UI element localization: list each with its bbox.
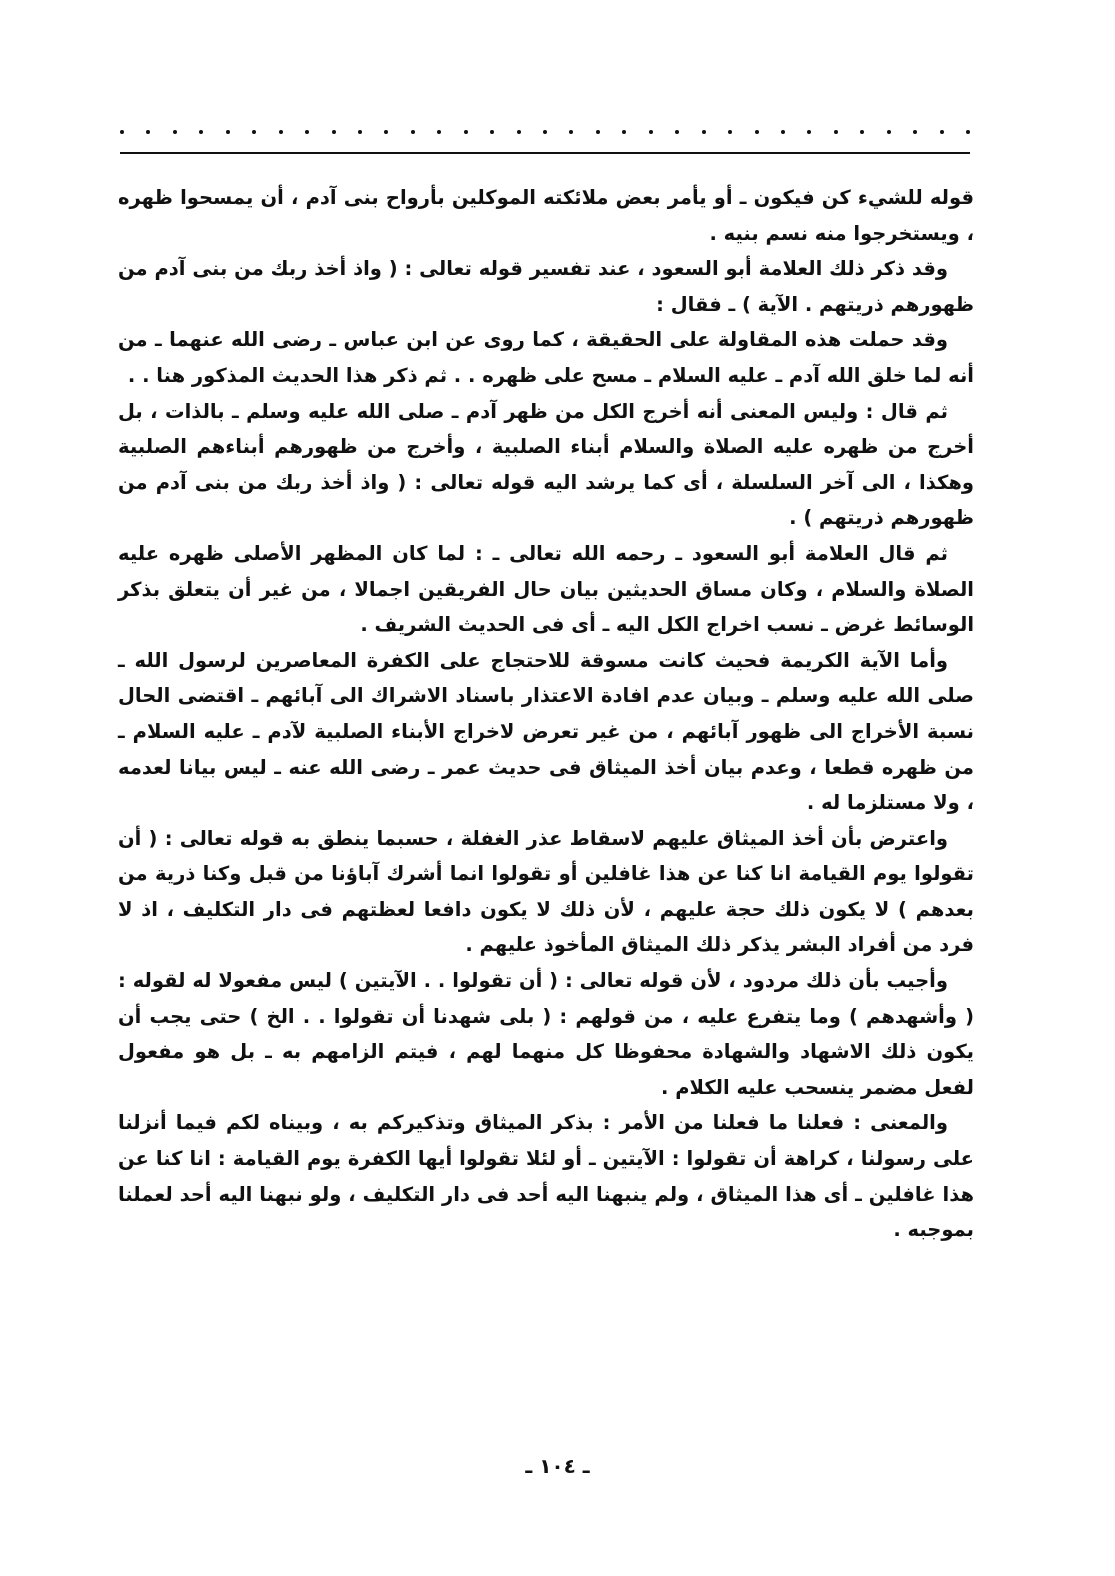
paragraph: ثم قال العلامة أبو السعود ـ رحمه الله تعالى ـ : لما كان المظهر الأصلى ظهره عليه الصلاة والسلام ، وكان مساق الحديثين بيان حال الفريقين اجمالا ، من غير أن يتعلق بذكر الوسائط غرض ـ نسب اخراج الكل اليه ـ أى فى الحديث الشريف . [118,541,974,637]
page-header [120,122,970,156]
page-number: ـ ١٠٤ ـ [525,1454,590,1478]
paragraph: وقد حملت هذه المقاولة على الحقيقة ، كما روى عن ابن عباس ـ رضى الله عنهما ـ من أنه لما خلق الله آدم ـ عليه السلام ـ مسح على ظهره . . ثم ذكر هذا الحديث المذكور هنا . . [118,328,974,387]
paragraph: وقد ذكر ذلك العلامة أبو السعود ، عند تفسير قوله تعالى : ( واذ أخذ ربك من بنى آدم من ظهورهم ذريتهم . الآية ) ـ فقال : [118,257,974,316]
paragraph-continuation: قوله للشيء كن فيكون ـ أو يأمر بعض ملائكته الموكلين بأرواح بنى آدم ، أن يمسحوا ظهره ، ويستخرجوا منه نسم بنيه . [118,186,974,245]
body-text [118,180,974,1248]
header-rule [120,152,970,154]
paragraph: واعترض بأن أخذ الميثاق عليهم لاسقاط عذر الغفلة ، حسبما ينطق به قوله تعالى : ( أن تقولوا يوم القيامة انا كنا عن هذا غافلين أو تقولوا انما أشرك آباؤنا من قبل وكنا ذرية من بعدهم ) لا يكون ذلك حجة عليهم ، لأن ذلك لا يكون دافعا لعظتهم فى دار التكليف ، اذ لا فرد من أفراد البشر يذكر ذلك الميثاق المأخوذ عليهم . [118,826,974,957]
paragraph: ثم قال : وليس المعنى أنه أخرج الكل من ظهر آدم ـ صلى الله عليه وسلم ـ بالذات ، بل أخرج من ظهره عليه الصلاة والسلام أبناء الصلبية ، وأخرج من ظهورهم أبناءهم الصلبية وهكذا ، الى آخر السلسلة ، أى كما يرشد اليه قوله تعالى : ( واذ أخذ ربك من بنى آدم من ظهورهم ذريتهم ) . [118,399,974,530]
paragraph: وأما الآية الكريمة فحيث كانت مسوقة للاحتجاج على الكفرة المعاصرين لرسول الله ـ صلى الله عليه وسلم ـ وبيان عدم افادة الاعتذار باسناد الاشراك الى آبائهم ـ اقتضى الحال نسبة الأخراج الى ظهور آبائهم ، من غير تعرض لاخراج الأبناء الصلبية لآدم ـ عليه السلام ـ من ظهره قطعا ، وعدم بيان أخذ الميثاق فى حديث عمر ـ رضى الله عنه ـ ليس بيانا لعدمه ، ولا مستلزما له . [118,648,974,815]
decorative-dot-row [120,122,970,142]
paragraph: والمعنى : فعلنا ما فعلنا من الأمر : بذكر الميثاق وتذكيركم به ، وبيناه لكم فيما أنزلنا على رسولنا ، كراهة أن تقولوا : الآيتين ـ أو لئلا تقولوا أيها الكفرة يوم القيامة : انا كنا عن هذا غافلين ـ أى هذا الميثاق ، ولم ينبهنا اليه أحد فى دار التكليف ، ولو نبهنا اليه أحد لعملنا بموجبه . [118,1111,974,1242]
paragraph: وأجيب بأن ذلك مردود ، لأن قوله تعالى : ( أن تقولوا . . الآيتين ) ليس مفعولا له لقوله : ( وأشهدهم ) وما يتفرع عليه ، من قولهم : ( بلى شهدنا أن تقولوا . . الخ ) حتى يجب أن يكون ذلك الاشهاد والشهادة محفوظا كل منهما لهم ، فيتم الزامهم به ـ بل هو مفعول لفعل مضمر ينسحب عليه الكلام . [118,969,974,1099]
